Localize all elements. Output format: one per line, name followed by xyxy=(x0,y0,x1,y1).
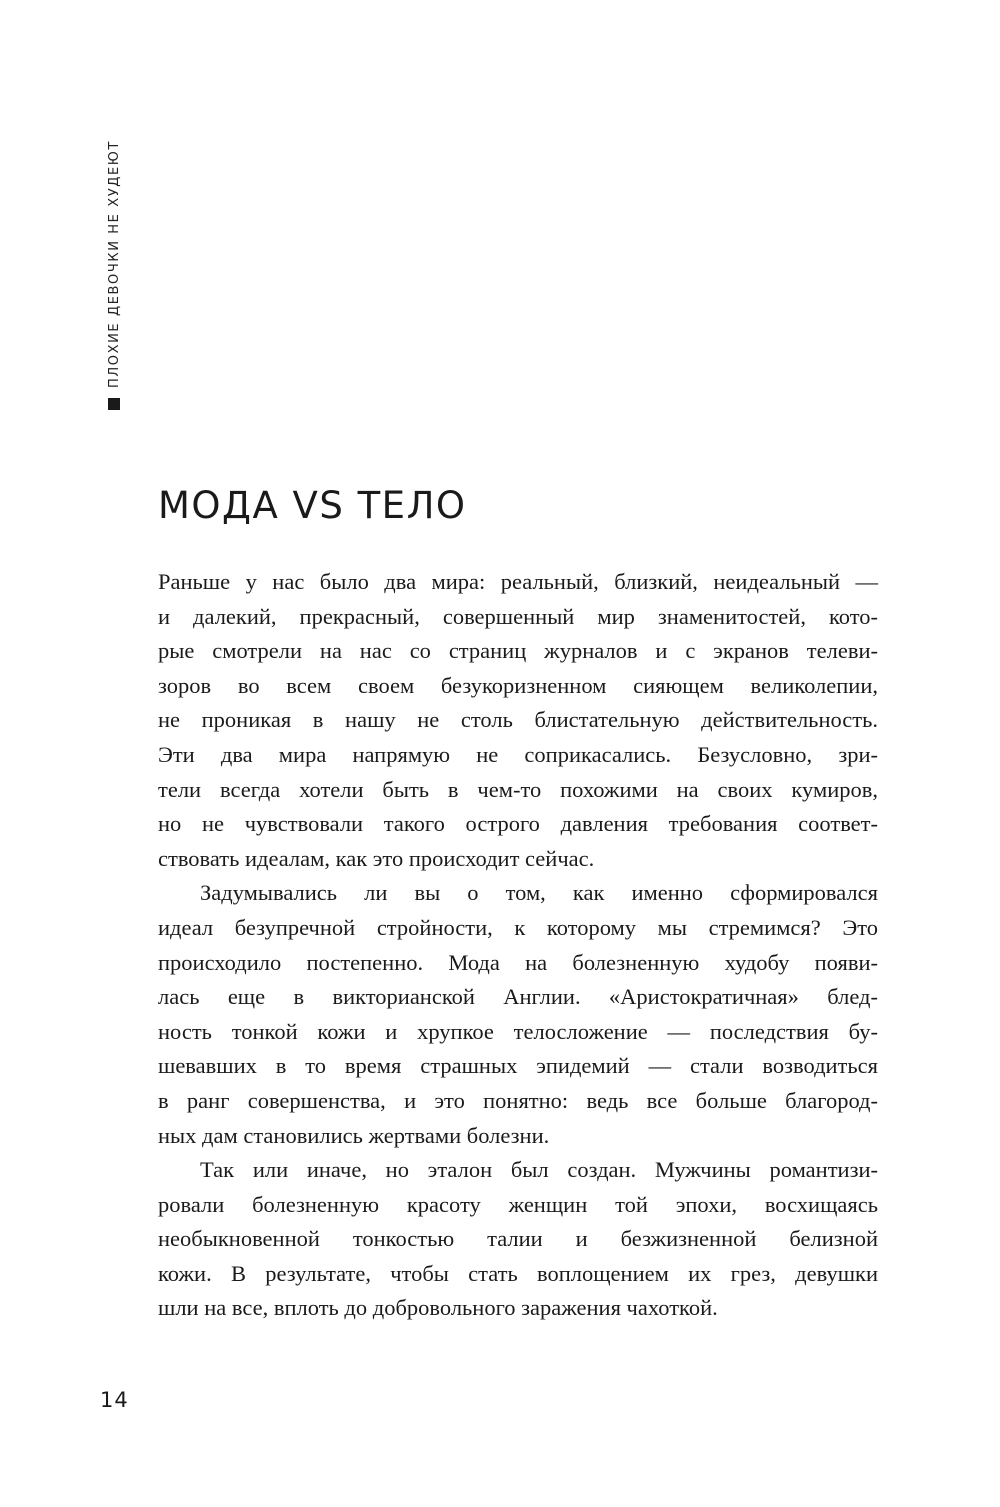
text-line: Так или иначе, но эталон был создан. Мужчины романтизи- xyxy=(200,1157,878,1183)
text-line: шли на все, вплоть до добровольного заражения чахоткой. xyxy=(158,1295,718,1321)
text-line: кожи. В результате, чтобы стать воплощением их грез, девушки xyxy=(158,1260,878,1286)
text-line: в ранг совершенства, и это понятно: ведь все больше благород- xyxy=(158,1087,878,1113)
paragraph-2 xyxy=(158,876,878,1153)
text-line: не проникая в нашу не столь блистательную действительность. xyxy=(158,707,878,733)
text-line: Раньше у нас было два мира: реальный, близкий, неидеальный — xyxy=(158,569,878,594)
text-line: ровали болезненную красоту женщин той эпохи, восхищаясь xyxy=(158,1191,878,1217)
page-number: 14 xyxy=(100,1388,129,1412)
text-line: лась еще в викторианской Англии. «Аристократичная» блед- xyxy=(158,984,878,1010)
text-line: происходило постепенно. Мода на болезненную худобу появи- xyxy=(158,949,878,975)
text-line: но не чувствовали такого острого давления требования соответ- xyxy=(158,811,878,837)
paragraph-1 xyxy=(158,565,878,876)
text-line: ствовать идеалам, как это происходит сейчас. xyxy=(158,845,595,871)
paragraph-3 xyxy=(158,1153,878,1326)
text-line: и далекий, прекрасный, совершенный мир знаменитостей, кото- xyxy=(158,603,878,629)
text-line: необыкновенной тонкостью талии и безжизненной белизной xyxy=(158,1226,878,1252)
body-text xyxy=(158,565,878,1326)
text-line: Эти два мира напрямую не соприкасались. Безусловно, зри- xyxy=(158,741,878,767)
chapter-title: МОДА VS ТЕЛО xyxy=(158,484,467,527)
running-head xyxy=(100,140,128,410)
running-head-text: ПЛОХИЕ ДЕВОЧКИ НЕ ХУДЕЮТ xyxy=(106,140,122,388)
black-square-icon xyxy=(108,398,120,410)
text-line: рые смотрели на нас со страниц журналов и с экранов телеви- xyxy=(158,638,878,664)
text-line: шевавших в то время страшных эпидемий — стали возводиться xyxy=(158,1053,878,1079)
text-line: зоров во всем своем безукоризненном сияющем великолепии, xyxy=(158,672,878,698)
text-line: идеал безупречной стройности, к которому мы стремимся? Это xyxy=(158,914,878,940)
text-line: ность тонкой кожи и хрупкое телосложение — последствия бу- xyxy=(158,1018,878,1044)
text-line: Задумывались ли вы о том, как именно сформировался xyxy=(200,880,878,906)
text-line: ных дам становились жертвами болезни. xyxy=(158,1122,550,1148)
text-line: тели всегда хотели быть в чем-то похожими на своих кумиров, xyxy=(158,776,878,802)
